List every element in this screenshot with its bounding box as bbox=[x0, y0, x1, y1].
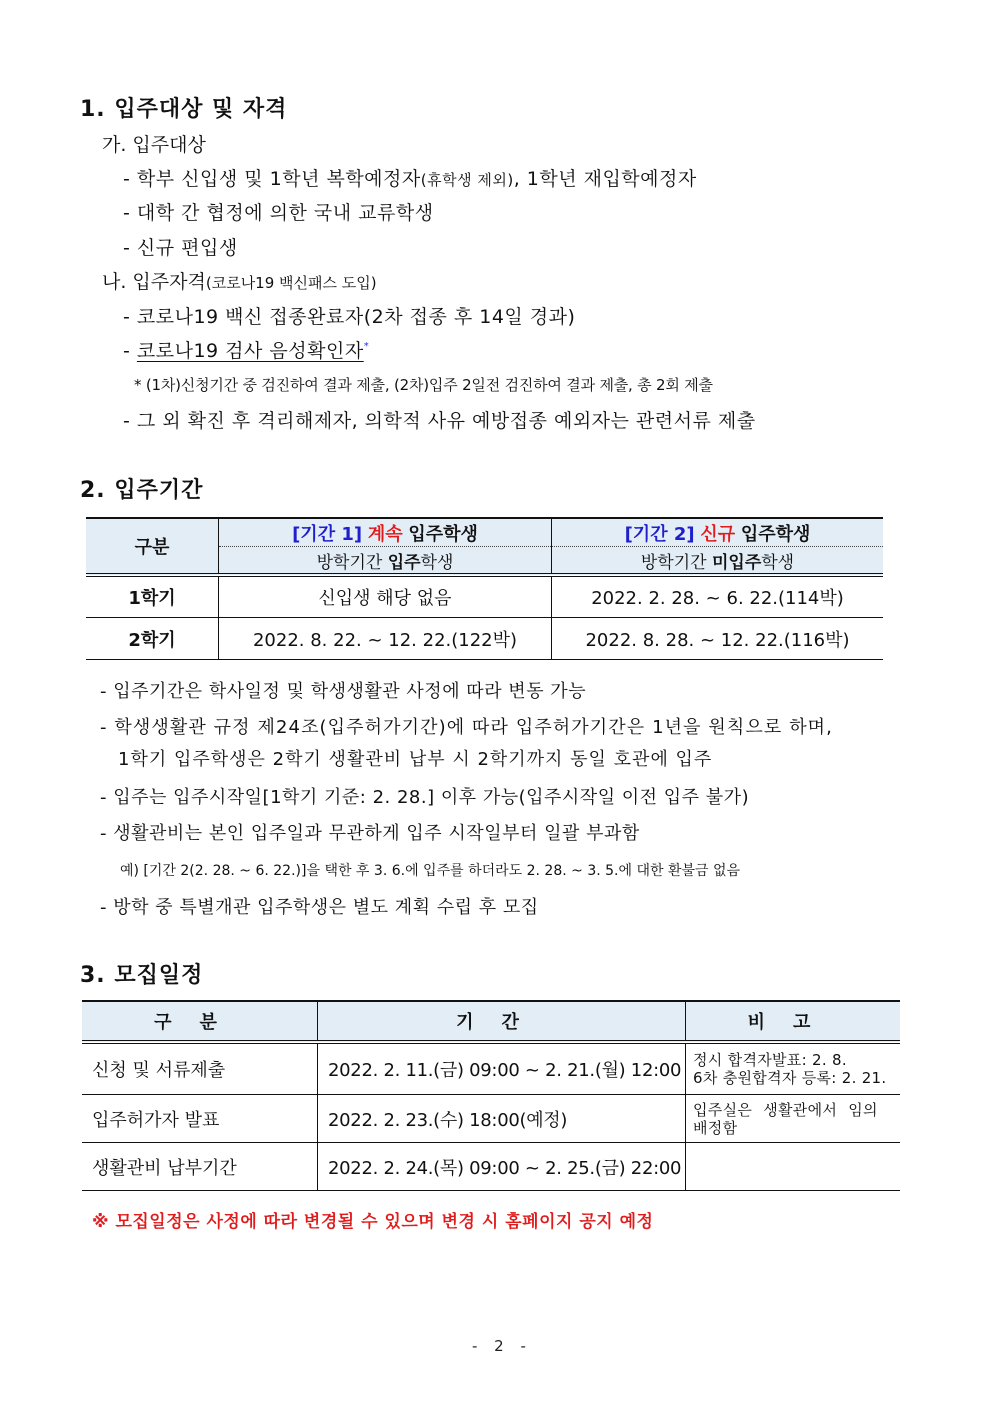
section1-a-item-1 bbox=[123, 164, 697, 191]
header-period1-sub bbox=[219, 547, 552, 576]
section1-a-item-2: - 대학 간 협정에 의한 국내 교류학생 bbox=[123, 202, 434, 224]
header-period2 bbox=[552, 518, 884, 547]
period2-bracket: [기간 2] bbox=[624, 523, 695, 545]
section1-title: 1. 입주대상 및 자격 bbox=[80, 97, 288, 122]
section1-b-item-1: - 코로나19 백신 접종완료자(2차 접종 후 14일 경과) bbox=[123, 306, 576, 328]
row-period: 2022. 2. 24.(목) 09:00 ~ 2. 25.(금) 22:00 bbox=[318, 1143, 686, 1191]
row-period: 2022. 2. 11.(금) 09:00 ~ 2. 21.(월) 12:00 bbox=[318, 1042, 686, 1095]
table-row bbox=[86, 618, 883, 660]
section2-title: 2. 입주기간 bbox=[80, 478, 204, 503]
schedule-table bbox=[82, 1000, 900, 1191]
section2-note-2: - 학생생활관 규정 제24조(입주허가기간)에 따라 입주허가기간은 1년을 원칙으로 하며, bbox=[100, 717, 833, 738]
period-table bbox=[86, 517, 883, 660]
heading-text: 나. 입주자격 bbox=[102, 271, 206, 293]
row-remark bbox=[686, 1042, 901, 1095]
sub-pre: 방학기간 bbox=[640, 552, 712, 573]
section1-a-heading: 가. 입주대상 bbox=[102, 134, 206, 156]
sub-post: 학생 bbox=[420, 552, 454, 573]
row-period2: 2022. 2. 28. ~ 6. 22.(114박) bbox=[552, 575, 884, 618]
section2-note-2-cont: 1학기 입주학생은 2학기 생활관비 납부 시 2학기까지 동일 호관에 입주 bbox=[118, 749, 713, 770]
underlined-text: 코로나19 검사 음성확인자 bbox=[136, 340, 364, 362]
section1-b-footnote: * (1차)신청기간 중 검진하여 결과 제출, (2차)입주 2일전 검진하여 결과 제출, 총 2회 제출 bbox=[134, 376, 713, 394]
section3-title: 3. 모집일정 bbox=[80, 963, 204, 988]
period1-suffix: 입주학생 bbox=[408, 523, 478, 545]
sub-bold: 입주 bbox=[387, 552, 421, 573]
row-category: 생활관비 납부기간 bbox=[82, 1143, 318, 1191]
row-remark bbox=[686, 1095, 901, 1143]
row-remark bbox=[686, 1143, 901, 1191]
period1-bracket: [기간 1] bbox=[292, 523, 363, 545]
page-number: - 2 - bbox=[472, 1337, 532, 1355]
section2-note-3: - 입주는 입주시작일[1학기 기준: 2. 28.] 이후 가능(입주시작일 이전 입주 불가) bbox=[100, 787, 750, 808]
header-period1 bbox=[219, 518, 552, 547]
row-period1: 2022. 8. 22. ~ 12. 22.(122박) bbox=[219, 618, 552, 660]
table-row bbox=[82, 1042, 900, 1095]
row-period2: 2022. 8. 28. ~ 12. 22.(116박) bbox=[552, 618, 884, 660]
remark-line: 정시 합격자발표: 2. 8. bbox=[693, 1051, 847, 1069]
table-row bbox=[86, 575, 883, 618]
dash: - bbox=[123, 340, 137, 362]
sub-pre: 방학기간 bbox=[316, 552, 388, 573]
row-period: 2022. 2. 23.(수) 18:00(예정) bbox=[318, 1095, 686, 1143]
row-label: 2학기 bbox=[86, 618, 219, 660]
period2-suffix: 입주학생 bbox=[740, 523, 811, 545]
header-period2-sub bbox=[552, 547, 884, 576]
table-row bbox=[82, 1095, 900, 1143]
item-note: (휴학생 제외) bbox=[420, 171, 514, 189]
section1-b-item-2 bbox=[123, 336, 369, 363]
row-category: 신청 및 서류제출 bbox=[82, 1042, 318, 1095]
remark-line: 배정함 bbox=[693, 1118, 738, 1137]
header-category: 구분 bbox=[86, 518, 219, 575]
item-text: - 학부 신입생 및 1학년 복학예정자 bbox=[123, 168, 421, 190]
section1-b-item-3: - 그 외 확진 후 격리해제자, 의학적 사유 예방접종 예외자는 관련서류 제출 bbox=[123, 410, 756, 432]
header-category: 구분 bbox=[82, 1001, 318, 1042]
section2-note-4: - 생활관비는 본인 입주일과 무관하게 입주 시작일부터 일괄 부과함 bbox=[100, 823, 640, 844]
schedule-warning: ※ 모집일정은 사정에 따라 변경될 수 있으며 변경 시 홈페이지 공지 예정 bbox=[92, 1212, 654, 1232]
table-row bbox=[82, 1143, 900, 1191]
footnote-star: * bbox=[363, 341, 370, 352]
section2-example: 예) [기간 2(2. 28. ~ 6. 22.)]을 택한 후 3. 6.에 입주를 하더라도 2. 28. ~ 3. 5.에 대한 환불금 없음 bbox=[120, 863, 741, 879]
period1-keyword: 계속 bbox=[367, 523, 403, 545]
row-label: 1학기 bbox=[86, 575, 219, 618]
header-period: 기간 bbox=[318, 1001, 686, 1042]
row-category: 입주허가자 발표 bbox=[82, 1095, 318, 1143]
table-header-row bbox=[82, 1001, 900, 1042]
remark-line: 6차 충원합격자 등록: 2. 21. bbox=[693, 1069, 887, 1087]
period2-keyword: 신규 bbox=[700, 523, 736, 545]
section2-note-5: - 방학 중 특별개관 입주학생은 별도 계획 수립 후 모집 bbox=[100, 897, 539, 918]
header-remark: 비고 bbox=[686, 1001, 901, 1042]
section1-a-item-3: - 신규 편입생 bbox=[123, 237, 238, 259]
sub-post: 학생 bbox=[761, 552, 795, 573]
heading-note: (코로나19 백신패스 도입) bbox=[205, 274, 377, 292]
section2-note-1: - 입주기간은 학사일정 및 학생생활관 사정에 따라 변동 가능 bbox=[100, 681, 587, 702]
remark-line: 입주실은 생활관에서 임의 bbox=[693, 1100, 878, 1119]
sub-bold: 미입주 bbox=[711, 552, 762, 573]
item-text-rest: , 1학년 재입학예정자 bbox=[513, 168, 697, 190]
section1-b-heading bbox=[102, 267, 377, 294]
row-period1: 신입생 해당 없음 bbox=[219, 575, 552, 618]
